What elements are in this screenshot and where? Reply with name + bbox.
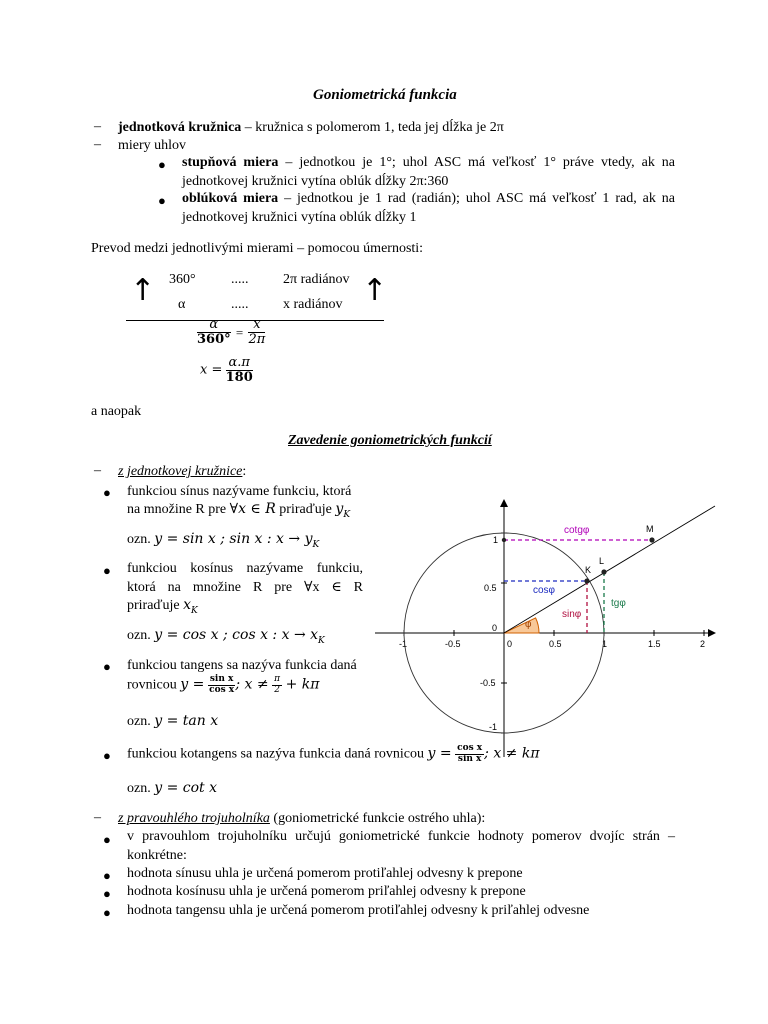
proportion-r2-c3: x radiánov: [283, 297, 343, 312]
bullet: ●: [103, 886, 111, 901]
list-dash: –: [94, 463, 101, 478]
list-item-unit-circle: [118, 119, 504, 137]
term-radian: oblúková miera: [182, 191, 279, 206]
cotangent-text: funkciou kotangens sa nazýva funkcia daná rovnicou: [127, 746, 428, 762]
and-reverse: a naopak: [91, 404, 142, 419]
tangent-def-line2: [127, 675, 319, 696]
triangle-cosine: hodnota kosínusu uhla je určená pomerom priľahlej odvesny k prepone: [127, 884, 526, 899]
bullet: ●: [103, 563, 111, 578]
proportion-r2-c2: .....: [231, 297, 249, 312]
point-k-label: K: [585, 565, 592, 575]
cosine-def-line3: [127, 597, 198, 617]
y-tick-label: -1: [489, 722, 498, 732]
triangle-sine: hodnota sínusu uhla je určená pomerom protiľahlej odvesny k prepone: [127, 866, 523, 881]
angle-ray: [504, 506, 715, 633]
x-tick-label: 1.5: [648, 639, 661, 649]
conversion-heading: Prevod medzi jednotlivými mierami – pomocou úmernosti:: [91, 241, 424, 256]
eq1-den-right: 2π: [248, 332, 266, 348]
sine-formula: y = sin x ; sin x : x → y: [154, 531, 313, 547]
degree-measure-line2: jednotkovej kružnici vytína oblúk dĺžky 2π:360: [182, 174, 449, 189]
cot-tail: ; x ≠ kπ: [484, 745, 540, 762]
point-m-label: M: [646, 524, 654, 534]
equation-ratio: [197, 318, 265, 348]
x-tick-label: 0: [507, 639, 513, 649]
ozn: ozn.: [127, 781, 155, 796]
eq1-den-left: 360°: [197, 332, 231, 348]
eq2-lhs: x =: [200, 362, 223, 378]
tangent-text: rovnicou: [127, 677, 181, 693]
cotg-label: cotgφ: [564, 525, 590, 536]
angle-sector: [504, 618, 539, 633]
x-tick-label: 2: [700, 639, 706, 649]
eq2-num: α.π: [226, 356, 253, 371]
tan-cond: ; x ≠: [235, 676, 269, 693]
bullet: ●: [103, 485, 111, 500]
y-tick-label: 0.5: [484, 583, 497, 593]
cot-den: sin x: [457, 753, 482, 764]
sine-notation: ozn. y = sin x ; sin x : $x \to y_K$: [127, 531, 320, 550]
point-l-label: L: [599, 556, 605, 566]
bullet: ●: [158, 193, 166, 208]
x-tick-label: 1: [602, 639, 608, 649]
list-dash: –: [94, 119, 101, 134]
list-dash: –: [94, 137, 101, 152]
sine-text: na množine R pre: [127, 502, 230, 517]
triangle-def-line1: v pravouhlom trojuholníku určujú goniometrické funkcie hodnoty pomerov dvojíc strán –: [127, 829, 675, 844]
y-equals: y =: [180, 676, 205, 693]
radian-measure-line2: jednotkovej kružnici vytína oblúk dĺžky 1: [182, 210, 417, 225]
proportion-r2-c1: α: [178, 297, 186, 312]
eq1-num-left: α: [197, 318, 231, 333]
x-tick-label: -1: [399, 639, 408, 649]
point-y1: [502, 538, 506, 542]
y-equals: y =: [427, 745, 452, 762]
pi-den: 2: [274, 684, 280, 695]
colon: :: [242, 464, 247, 479]
ozn: ozn.: [127, 628, 155, 643]
cosine-text: priraďuje: [127, 598, 184, 613]
ozn: ozn.: [127, 532, 155, 547]
bullet: ●: [103, 905, 111, 920]
proportion-r1-c2: .....: [231, 272, 249, 287]
y-tick-label: -0.5: [480, 678, 496, 688]
degree-measure-line1: [182, 155, 675, 171]
cosine-def-line1: funkciou kosínus nazývame funkciu,: [127, 561, 363, 576]
cosine-notation: ozn. y = cos x ; cos x : $x \to x_K$: [127, 627, 325, 646]
point-m: [649, 537, 654, 542]
k-sub: K: [191, 605, 198, 616]
tg-label: tgφ: [611, 598, 626, 609]
x-tick-label: -0.5: [445, 639, 461, 649]
list-dash: –: [94, 810, 101, 825]
subsection-right-triangle: [118, 810, 485, 828]
subsection-unit-circle: [118, 463, 246, 481]
subsection-right-triangle-desc: (goniometrické funkcie ostrého uhla):: [269, 811, 486, 826]
unit-circle-desc: – kružnica s polomerom 1, teda jej dĺžka je 2π: [241, 120, 504, 135]
sin-label: sinφ: [562, 609, 582, 620]
sine-def-line2: [127, 501, 350, 521]
page-title: Goniometrická funkcia: [313, 87, 457, 103]
cosine-formula: y = cos x ; cos x : x → x: [154, 627, 319, 643]
subsection-right-triangle-label: z pravouhlého trojuholníka: [118, 811, 270, 826]
k-sub: K: [343, 509, 351, 520]
y-var: y: [335, 501, 344, 517]
triangle-def-line2: konkrétne:: [127, 848, 187, 863]
eq1-equals: =: [235, 324, 244, 340]
tan-num: sin x: [209, 674, 234, 684]
y-tick-label: 1: [493, 535, 499, 545]
cotangent-formula: y = cot x: [154, 780, 217, 796]
forall-x: ∀x ∈ R: [229, 501, 276, 517]
bullet: ●: [103, 659, 111, 674]
term-unit-circle: jednotková kružnica: [118, 120, 242, 135]
bullet: ●: [103, 832, 111, 847]
term-degree: stupňová miera: [182, 155, 279, 170]
bullet: ●: [158, 157, 166, 172]
section-title: Zavedenie goniometrických funkcií: [288, 433, 492, 448]
bullet: ●: [103, 868, 111, 883]
bullet: ●: [103, 748, 111, 763]
cotangent-notation: [127, 780, 217, 798]
list-item-angle-measures: miery uhlov: [118, 138, 187, 153]
sine-def-line1: funkciou sínus nazývame funkciu, ktorá: [127, 484, 352, 499]
proportion-r1-c1: 360°: [169, 272, 196, 287]
x-tick-label: 0.5: [549, 639, 562, 649]
tan-tail: + kπ: [285, 676, 320, 693]
y-tick-label-zero: 0: [492, 623, 498, 633]
degree-desc: – jednotkou je 1°; uhol ASC má veľkosť 1° práve vtedy, ak na: [278, 155, 675, 170]
unit-circle-figure: [370, 495, 720, 760]
eq1-num-right: x: [248, 318, 265, 333]
subsection-unit-circle-label: z jednotkovej kružnice: [118, 464, 243, 479]
point-k: [584, 578, 589, 583]
proportion-r1-c3: 2π radiánov: [283, 272, 350, 287]
phi-label: φ: [525, 619, 532, 630]
sine-text2: priraďuje: [275, 502, 336, 517]
cot-num: cos x: [457, 743, 483, 753]
cosine-def-line2: ktorá na množine R pre ∀x ∈ R: [127, 580, 363, 595]
cos-label: cosφ: [533, 585, 556, 596]
pi-num: π: [274, 674, 281, 684]
eq2-den: 180: [225, 370, 253, 386]
x-var: x: [183, 597, 191, 613]
ozn: ozn.: [127, 714, 155, 729]
equation-x: [200, 356, 253, 386]
arrow-up-icon: ↑: [362, 273, 388, 308]
tangent-formula: y = tan x: [154, 713, 219, 729]
tangent-def-line1: funkciou tangens sa nazýva funkcia daná: [127, 658, 357, 673]
arrow-up-icon: ↑: [130, 273, 156, 308]
tan-den: cos x: [209, 684, 235, 695]
triangle-tangent: hodnota tangensu uhla je určená pomerom protiľahlej odvesny k priľahlej odvesne: [127, 903, 590, 918]
point-l: [601, 569, 606, 574]
radian-desc: – jednotkou je 1 rad (radián); uhol ASC má veľkosť 1 rad, ak na: [278, 191, 675, 206]
tangent-notation: [127, 713, 218, 731]
radian-measure-line1: [182, 191, 675, 207]
